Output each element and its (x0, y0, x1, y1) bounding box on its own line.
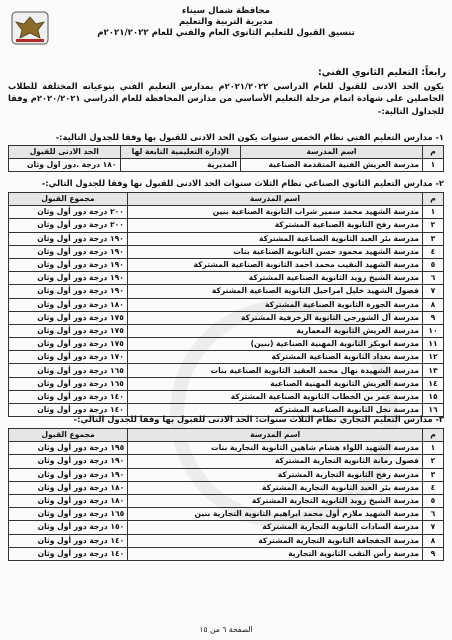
table2-heading: ٢- مدارس التعليم الثانوي الصناعي نظام الثلاث سنوات الحد الادنى للقبول بها وفقا للجدول التالي:- (41, 178, 444, 188)
table3-cell: ١٩٠ درجة دور أول وثان (9, 468, 128, 481)
table1-header-1: اسم المدرسة (241, 146, 423, 159)
table1-heading: ١- مدارس التعليم الفني نظام الخمس سنوات يكون الحد الادنى للقبول بها وفقا للجدول التالية:- (55, 132, 444, 142)
table2-cell: ٧ (423, 285, 444, 298)
table2-cell: ١٤٠ درجة دور أول وثان (9, 404, 128, 417)
table-row (9, 311, 444, 324)
table-row (9, 245, 444, 258)
table2-cell: ١٩٠ درجة دور أول وثان (9, 258, 128, 271)
table2-cell: ١٤ (423, 377, 444, 390)
table2-cell: ١١ (423, 338, 444, 351)
table2-cell: ٩ (423, 311, 444, 324)
table3-cell: ٧ (423, 521, 444, 534)
table2-cell: ١٩٠ درجة دور أول وثان (9, 232, 128, 245)
table3-cell: مدرسة السادات الثانوية التجارية المشتركة (128, 521, 423, 534)
governorate-name: محافظة شمال سيناء (182, 6, 270, 16)
page-number: الصفحة ٦ من ١٥ (199, 625, 253, 634)
table3-cell: مدرسة رأس النقب الثانوية التجارية (128, 547, 423, 560)
table3-cell: مدرسة الشيخ زويد الثانوية التجارية المشتركة (128, 494, 423, 507)
table3-cell: مدرسة الشهيد ملازم أول محمد ابراهيم الثانوية التجارية بنين (128, 508, 423, 521)
table2-cell: مدرسة نخل الثانوية الصناعية المشتركة (127, 404, 422, 417)
table2-cell: مدرسة العريش الثانوية المهنية الصناعية (127, 377, 422, 390)
table-row (9, 390, 444, 403)
table2-cell: ٢٠٠ درجة دور أول وثان (9, 206, 128, 219)
table3-cell: ١٦٥ درجة دور أول وثان (9, 508, 128, 521)
table2-cell: ١٥ (423, 390, 444, 403)
directorate-name: مديرية التربية والتعليم (179, 17, 273, 27)
table2-cell: مدرسة عمر بن الخطاب الثانوية الصناعية المشتركة (127, 390, 422, 403)
table2-cell: مدرسة بغداد الثانوية الصناعية المشتركة (127, 351, 422, 364)
table3-cell: ١ (423, 442, 444, 455)
table3-cell: ٤ (423, 481, 444, 494)
table-row (9, 324, 444, 337)
table1-cell: ١٨٠ درجة .دور اول وثان (9, 159, 121, 172)
table3-cell: ١٨٠ درجة دور أول وثان (9, 494, 128, 507)
table2-cell: ٤ (423, 245, 444, 258)
table2-cell: ١٨٠ درجة دور أول وثان (9, 298, 128, 311)
table1-cell: المديرية (120, 159, 240, 172)
table-row (9, 272, 444, 285)
table2-cell: ١٦٥ درجة دور أول وثان (9, 377, 128, 390)
table3-cell: مدرسة بئر العبد الثانوية التجارية المشتركة (128, 481, 423, 494)
table1-header-2: الإدارة التعليمية التابعة لها (120, 146, 240, 159)
table3-cell: ٦ (423, 508, 444, 521)
table2-cell: مدرسة الشيخ زويد الثانوية الصناعية المشتركة (127, 272, 422, 285)
table2-cell: ١٩٠ درجة دور أول وثان (9, 272, 128, 285)
table1-cell: ١ (423, 159, 444, 172)
table-row (9, 364, 444, 377)
table2-cell: ٢٠٠ درجة دور أول وثان (9, 219, 128, 232)
table2-cell: ٢ (423, 219, 444, 232)
table3-header-1: اسم المدرسة (128, 429, 423, 442)
table2-cell: مدرسة ابوبكر الثانوية المهنية الصناعية (بنين) (127, 338, 422, 351)
table2-cell: ٨ (423, 298, 444, 311)
table2-cell: ١ (423, 206, 444, 219)
table-row (9, 285, 444, 298)
table2-cell: ٦ (423, 272, 444, 285)
eagle-emblem-icon (10, 10, 50, 46)
table1-cell: مدرسة العريش الفنية المتقدمة الصناعية (241, 159, 423, 172)
table2-cell: ٣ (423, 232, 444, 245)
table3-cell: مدرسة الجفجافة الثانوية التجارية المشتركة (128, 534, 423, 547)
table-row (9, 338, 444, 351)
table2-cell: ١٦٥ درجة دور أول وثان (9, 364, 128, 377)
table2-cell: ١٠ (423, 324, 444, 337)
table2-header-1: اسم المدرسة (127, 193, 422, 206)
table-row (9, 219, 444, 232)
table-row (9, 508, 444, 521)
table2-cell: مدرسة الجورة الثانوية الصناعية المشتركة (127, 298, 422, 311)
table3-cell: مدرسة الشهيد اللواء هشام شاهين الثانوية التجارية بنات (128, 442, 423, 455)
table-row (9, 455, 444, 468)
table-row (9, 521, 444, 534)
table2 (8, 192, 444, 417)
table2-cell: ١٢ (423, 351, 444, 364)
table2-cell: ١٧٠ درجة دور أول وثان (9, 351, 128, 364)
table1-header-0: م (423, 146, 444, 159)
table-row (9, 159, 444, 172)
table2-cell: ١٧٥ درجة دور أول وثان (9, 338, 128, 351)
table-row (9, 547, 444, 560)
table2-cell: مدرسة الشهيدة نهال محمد العقيد الثانوية الصناعية بنات (127, 364, 422, 377)
table-row (9, 534, 444, 547)
table3-cell: ١٩٥ درجة دور أول وثان (9, 442, 128, 455)
table2-cell: ١٩٠ درجة دور أول وثان (9, 245, 128, 258)
table-row (9, 298, 444, 311)
table-row (9, 351, 444, 364)
section-title: رابعاً: التعليم الثانوي الفني: (318, 67, 446, 78)
table3-cell: ٢ (423, 455, 444, 468)
table2-cell: مدرسة الشهيد النقيب محمد احمد الثانوية الصناعية المشتركة (127, 258, 422, 271)
table2-cell: ١٣ (423, 364, 444, 377)
page-header (0, 6, 452, 52)
table3-cell: ١٩٠ درجة دور أول وثان (9, 455, 128, 468)
table-row (9, 206, 444, 219)
table2-cell: ١٧٥ درجة دور أول وثان (9, 311, 128, 324)
table2-cell: ١٩٠ درجة دور أول وثان (9, 285, 128, 298)
table2-cell: مدرسة الشهيد محمود حسن الثانوية الصناعية بنات (127, 245, 422, 258)
table-row (9, 468, 444, 481)
section-paragraph: يكون الحد الادنى للقبول للعام الدراسي ٢٠٢١/٢٠٢٢م بمدارس التعليم الفني بنوعياته المختلفة للطلاب الحاصلين على شهادة اتمام مرحلة التعليم الأساسي من مدارس المحافظة للعام الدراسي ٢٠٢٠/٢٠٢١م وفقا للجداول التالية:- (8, 81, 444, 116)
header-lines (0, 6, 452, 39)
table2-cell: مدرسة آل الشورجي الثانوية الزخرفية المشتركة (127, 311, 422, 324)
table2-cell: ١٧٥ درجة دور أول وثان (9, 324, 128, 337)
table2-header-2: مجموع القبول (9, 193, 128, 206)
table3-cell: مدرسة رفح الثانوية التجارية المشتركة (128, 468, 423, 481)
table3 (8, 428, 444, 561)
table3-cell: ١٤٠ درجة دور أول وثان (9, 547, 128, 560)
table3-cell: ٨ (423, 534, 444, 547)
table2-cell: مدرسة العريش الثانوية المعمارية (127, 324, 422, 337)
table1 (8, 145, 444, 172)
table-row (9, 442, 444, 455)
table2-cell: ١٦ (423, 404, 444, 417)
table3-cell: ١٨٠ درجة دور أول وثان (9, 481, 128, 494)
table2-cell: فصول الشهيد خليل امراحيل الثانوية الصناعية المشتركة (127, 285, 422, 298)
table3-heading: ٣- مدارس التعليم التجاري نظام الثلاث سنوات: الحد الادنى للقبول بها وفقا للجدول التالي:- (73, 414, 444, 424)
table3-cell: ٣ (423, 468, 444, 481)
table-row (9, 377, 444, 390)
table-row (9, 481, 444, 494)
table3-cell: ١٥٠ درجة دور أول وثان (9, 521, 128, 534)
table3-cell: ٩ (423, 547, 444, 560)
table2-cell: مدرسة بئر العبد الثانوية الصناعية المشتركة (127, 232, 422, 245)
table3-cell: ١٤٠ درجة دور أول وثان (9, 534, 128, 547)
table-row (9, 258, 444, 271)
table2-cell: مدرسة الشهيد محمد سمير شراب الثانوية الصناعية بنين (127, 206, 422, 219)
table3-cell: ٥ (423, 494, 444, 507)
table3-cell: فصول رمانة الثانوية التجارية المشتركة (128, 455, 423, 468)
document-title: تنسيق القبول للتعليم الثانوي العام والفني للعام ٢٠٢١/٢٠٢٢م (97, 28, 355, 38)
table-row (9, 494, 444, 507)
table-row (9, 232, 444, 245)
table2-cell: مدرسة رفح الثانوية الصناعية المشتركة (127, 219, 422, 232)
table1-header-3: الحد الادنى للقبول (9, 146, 121, 159)
table2-cell: ١٤٠ درجة دور أول وثان (9, 390, 128, 403)
table3-header-2: مجموع القبول (9, 429, 128, 442)
table2-cell: ٥ (423, 258, 444, 271)
table2-header-0: م (423, 193, 444, 206)
table3-header-0: م (423, 429, 444, 442)
